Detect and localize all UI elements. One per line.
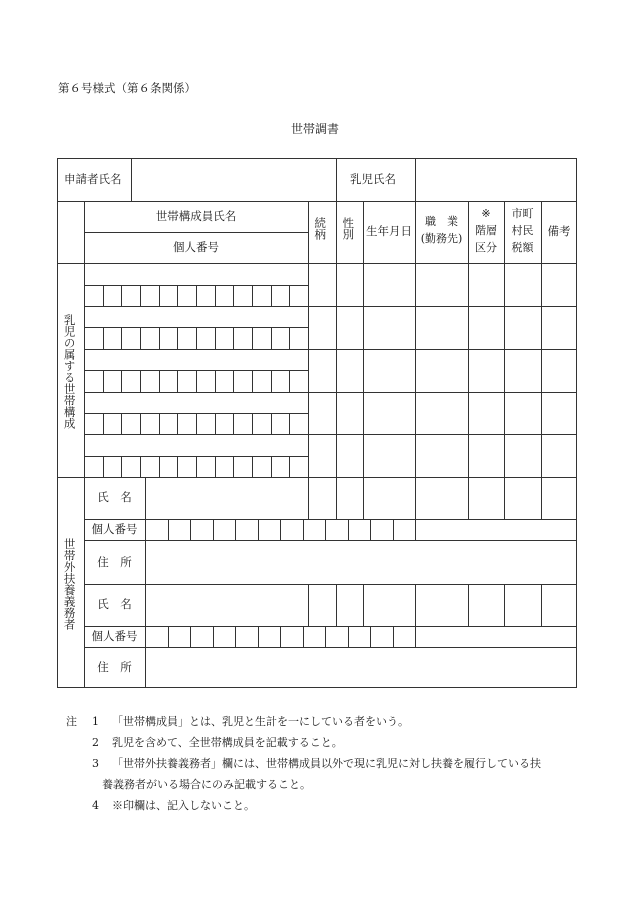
ext-name-label-2: 氏 名 [97,597,132,611]
ext-personal-number-label-1: 個人番号 [91,522,138,536]
note-text: ※印欄は、記入しないこと。 [112,799,255,812]
col-header-sex: 性別 [341,217,356,240]
section-label-external-supporters: 世帯外扶養義務者 [62,538,77,630]
note-item [66,711,586,732]
note-continuation: 養義務者がいる場合にのみ記載すること。 [102,778,311,791]
note-number: 4 [92,799,99,812]
col-header-occupation: 職 業 (勤務先) [420,215,463,245]
note-item [66,753,586,774]
document-title: 世帯調書 [290,122,339,136]
col-header-class: ※ 階層 区分 [475,207,497,255]
col-header-birthdate: 生年月日 [366,224,412,238]
col-header-remarks: 備考 [547,224,571,238]
ext-address-label-2: 住 所 [97,660,132,674]
note-prefix: 注 [66,715,77,728]
note-item [66,732,586,753]
form-number-label: 第６号様式（第６条関係） [58,81,196,95]
note-number: 1 [92,715,99,728]
infant-name-field[interactable] [416,159,576,201]
note-item [66,795,586,816]
notes-section [66,711,586,816]
applicant-name-field[interactable] [132,159,336,201]
note-text: 「世帯外扶養義務者」欄には、世帯構成員以外で現に乳児に対し扶養を履行している扶 [112,757,541,770]
note-number: 3 [92,757,99,770]
note-text: 「世帯構成員」とは、乳児と生計を一にしている者をいう。 [112,715,409,728]
note-text: 乳児を含めて、全世帯構成員を記載すること。 [112,736,343,749]
col-header-personal-number: 個人番号 [173,240,219,254]
applicant-name-label: 申請者氏名 [64,172,122,186]
ext-personal-number-label-2: 個人番号 [91,629,138,643]
infant-name-label: 乳児氏名 [350,172,396,186]
section-label-household: 乳児の属する世帯構成 [62,314,77,429]
col-header-relationship: 続柄 [313,217,328,240]
ext-address-label-1: 住 所 [97,555,132,569]
col-header-member-name: 世帯構成員氏名 [155,209,237,223]
note-number: 2 [92,736,99,749]
col-header-municipal-tax: 市町 村民 税額 [511,207,534,255]
ext-name-label-1: 氏 名 [97,490,132,504]
